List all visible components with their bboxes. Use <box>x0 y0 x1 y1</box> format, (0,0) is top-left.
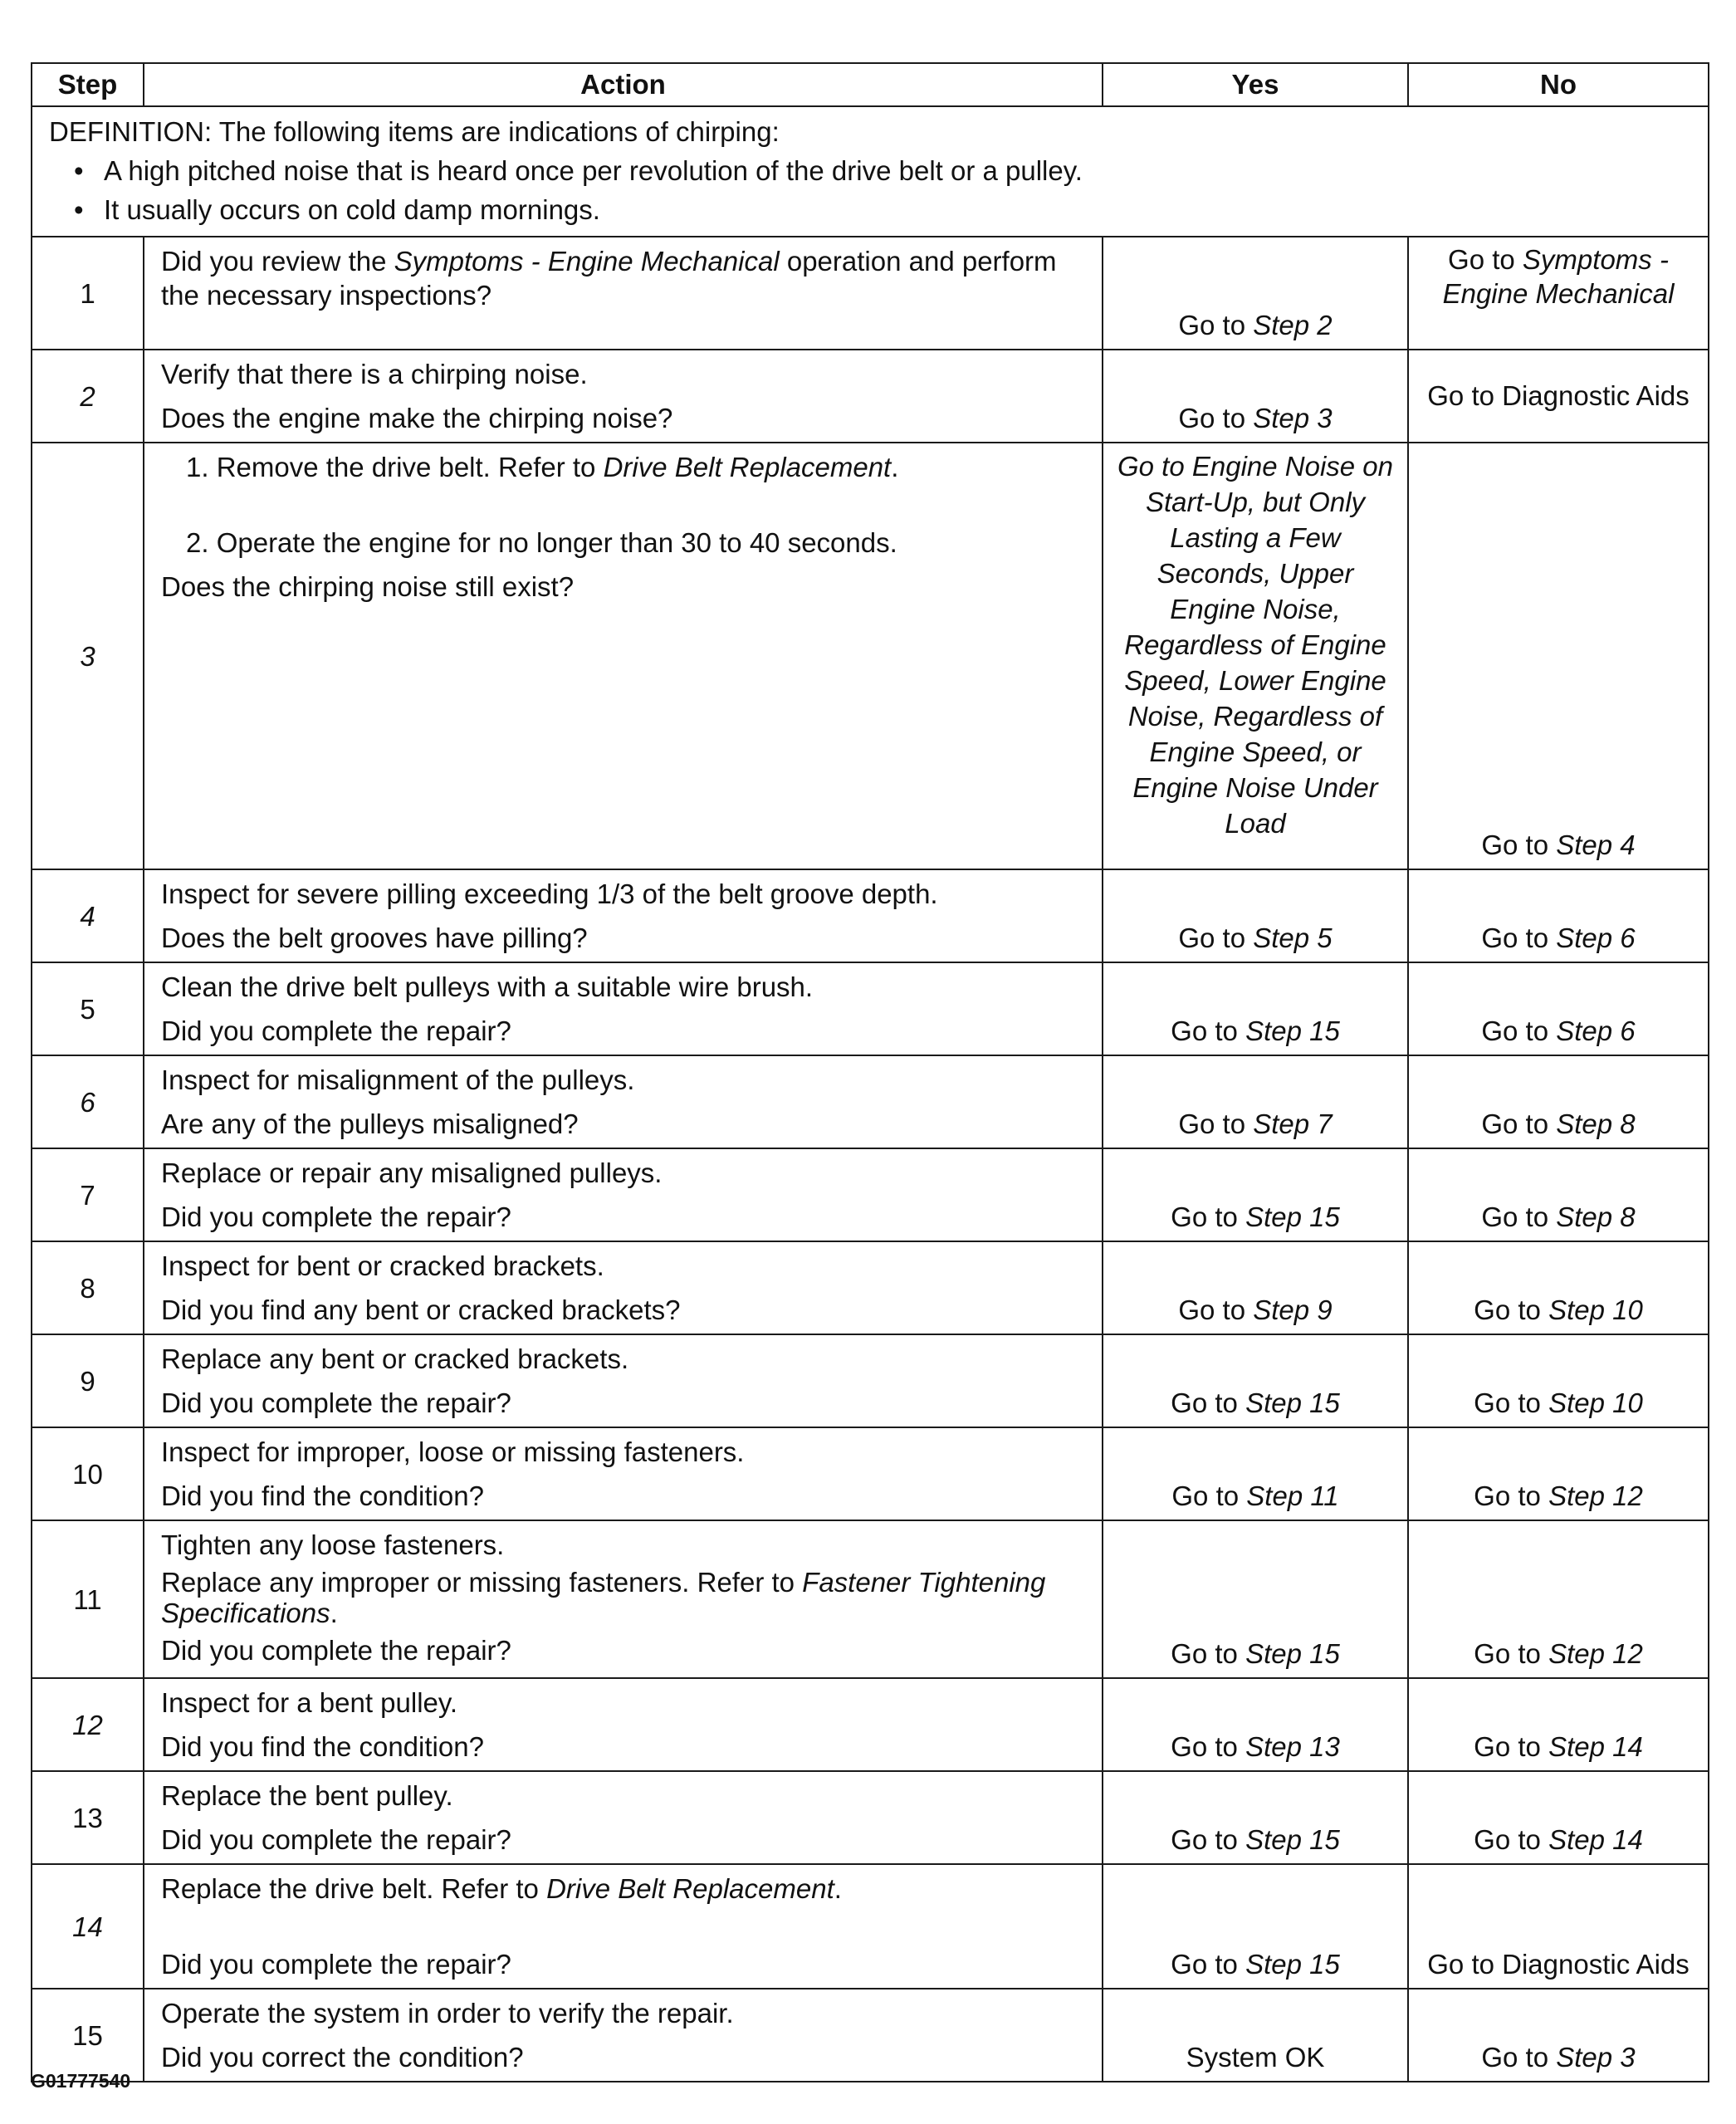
step-number: 2 <box>32 350 144 443</box>
no-cell <box>1408 962 1709 1055</box>
action-cell <box>144 1148 1103 1241</box>
no-result: Go to Diagnostic Aids <box>1427 379 1690 411</box>
action-text: Verify that there is a chirping noise. <box>161 359 588 389</box>
action-text: Operate the system in order to verify the repair. <box>161 1998 734 2029</box>
yes-cell <box>1103 1055 1408 1148</box>
step-number: 8 <box>32 1241 144 1334</box>
action-cell <box>144 1678 1103 1771</box>
no-cell <box>1408 1771 1709 1864</box>
table-row <box>32 1055 1709 1148</box>
header-yes: Yes <box>1103 63 1408 106</box>
table-row <box>32 1520 1709 1678</box>
yes-result: Go to Step 9 <box>1178 1294 1333 1325</box>
yes-cell <box>1103 1334 1408 1427</box>
diagnostic-table <box>31 62 1709 2082</box>
no-result: Go to Diagnostic Aids <box>1427 1949 1690 1980</box>
no-cell <box>1408 443 1709 869</box>
step-number: 4 <box>32 869 144 962</box>
action-text: Did you review the Symptoms - Engine Mechanical operation and perform the necessary inspections? <box>161 246 1057 311</box>
action-text: Inspect for severe pilling exceeding 1/3 of the belt groove depth. <box>161 878 938 909</box>
header-row <box>32 63 1709 106</box>
yes-result: Go to Step 15 <box>1171 1638 1340 1669</box>
action-question: Did you find the condition? <box>161 1731 484 1762</box>
no-cell <box>1408 1989 1709 2082</box>
no-cell <box>1408 1055 1709 1148</box>
yes-cell <box>1103 350 1408 443</box>
definition-bullet: • It usually occurs on cold damp mornings. <box>49 190 1691 229</box>
yes-result: System OK <box>1186 2042 1325 2073</box>
no-result: Go to Step 14 <box>1474 1824 1643 1855</box>
no-result: Go to Step 8 <box>1481 1108 1636 1139</box>
no-result: Go to Step 14 <box>1474 1731 1643 1762</box>
step-number: 10 <box>32 1427 144 1520</box>
action-cell <box>144 1864 1103 1989</box>
diagnostic-table-container <box>31 62 1708 2082</box>
step-number: 12 <box>32 1678 144 1771</box>
action-cell <box>144 962 1103 1055</box>
yes-cell <box>1103 1989 1408 2082</box>
action-cell <box>144 1334 1103 1427</box>
action-cell <box>144 1989 1103 2082</box>
action-cell <box>144 443 1103 869</box>
no-result: Go to Step 6 <box>1481 923 1636 953</box>
yes-cell <box>1103 1241 1408 1334</box>
action-text: 1. Remove the drive belt. Refer to Drive Belt Replacement. <box>186 452 899 482</box>
action-text: Clean the drive belt pulleys with a suitable wire brush. <box>161 971 814 1002</box>
action-question: Did you complete the repair? <box>161 1201 511 1232</box>
yes-result: Go to Step 3 <box>1178 403 1333 433</box>
action-question: Did you complete the repair? <box>161 1949 511 1980</box>
yes-result: Go to Step 15 <box>1171 1201 1340 1232</box>
action-cell <box>144 1520 1103 1678</box>
no-result: Go to Step 10 <box>1474 1294 1643 1325</box>
no-result: Go to Symptoms - Engine Mechanical <box>1442 244 1675 309</box>
action-text: Replace the bent pulley. <box>161 1780 453 1811</box>
action-question: Did you complete the repair? <box>161 1387 511 1418</box>
header-action: Action <box>144 63 1103 106</box>
action-cell <box>144 1241 1103 1334</box>
yes-cell <box>1103 1771 1408 1864</box>
no-cell <box>1408 350 1709 443</box>
definition-cell <box>32 106 1709 237</box>
no-result: Go to Step 6 <box>1481 1016 1636 1046</box>
bullet-icon: • <box>74 155 84 186</box>
yes-cell <box>1103 443 1408 869</box>
action-question: Does the belt grooves have pilling? <box>161 923 588 953</box>
action-cell <box>144 1055 1103 1148</box>
action-cell <box>144 350 1103 443</box>
yes-result: Go to Engine Noise on Start-Up, but Only Lasting a Few Seconds, Upper Engine Noise, Regardless of Engine Speed, Lower Engine Noise, Regardless of Engine Speed, or Engine Noise Under Load <box>1117 451 1394 839</box>
table-row <box>32 962 1709 1055</box>
no-cell <box>1408 1864 1709 1989</box>
no-cell <box>1408 1678 1709 1771</box>
action-question: Did you correct the condition? <box>161 2042 524 2073</box>
table-row <box>32 237 1709 350</box>
action-cell <box>144 1771 1103 1864</box>
step-number: 11 <box>32 1520 144 1678</box>
no-cell <box>1408 1148 1709 1241</box>
action-cell <box>144 1427 1103 1520</box>
step-number: 3 <box>32 443 144 869</box>
action-text: Replace any bent or cracked brackets. <box>161 1343 629 1374</box>
table-row <box>32 1864 1709 1989</box>
step-number: 6 <box>32 1055 144 1148</box>
action-text: Replace the drive belt. Refer to Drive Belt Replacement. <box>161 1873 842 1904</box>
action-question: Did you complete the repair? <box>161 1635 511 1666</box>
action-text: Inspect for bent or cracked brackets. <box>161 1250 604 1281</box>
no-result: Go to Step 8 <box>1481 1201 1636 1232</box>
table-row <box>32 350 1709 443</box>
yes-cell <box>1103 962 1408 1055</box>
action-text: Inspect for improper, loose or missing fasteners. <box>161 1436 745 1467</box>
figure-id: G01777540 <box>31 2070 131 2092</box>
header-step: Step <box>32 63 144 106</box>
definition-title: DEFINITION: The following items are indications of chirping: <box>49 116 780 147</box>
table-row <box>32 1148 1709 1241</box>
action-text: Replace or repair any misaligned pulleys. <box>161 1157 663 1188</box>
table-row <box>32 443 1709 869</box>
step-number: 15 <box>32 1989 144 2082</box>
step-number: 1 <box>32 237 144 350</box>
yes-result: Go to Step 7 <box>1178 1108 1333 1139</box>
definition-bullet: • A high pitched noise that is heard once per revolution of the drive belt or a pulley. <box>49 151 1691 190</box>
table-row <box>32 1989 1709 2082</box>
yes-result: Go to Step 15 <box>1171 1949 1340 1980</box>
yes-result: Go to Step 2 <box>1178 310 1333 340</box>
bullet-icon: • <box>74 194 84 225</box>
action-question: Are any of the pulleys misaligned? <box>161 1108 579 1139</box>
action-text: Inspect for a bent pulley. <box>161 1687 458 1718</box>
step-number: 13 <box>32 1771 144 1864</box>
action-question: Does the chirping noise still exist? <box>161 571 575 602</box>
table-row <box>32 1678 1709 1771</box>
action-cell <box>144 869 1103 962</box>
yes-result: Go to Step 15 <box>1171 1387 1340 1418</box>
no-result: Go to Step 3 <box>1481 2042 1636 2073</box>
yes-cell <box>1103 237 1408 350</box>
no-cell <box>1408 1241 1709 1334</box>
action-question: Did you find any bent or cracked brackets? <box>161 1294 681 1325</box>
no-result: Go to Step 12 <box>1474 1480 1643 1511</box>
action-cell <box>144 237 1103 350</box>
yes-result: Go to Step 11 <box>1171 1480 1339 1511</box>
table-row <box>32 869 1709 962</box>
yes-cell <box>1103 1520 1408 1678</box>
yes-result: Go to Step 15 <box>1171 1016 1340 1046</box>
action-text: Replace any improper or missing fasteners. Refer to Fastener Tightening Specifications. <box>161 1567 1046 1628</box>
yes-cell <box>1103 1148 1408 1241</box>
yes-cell <box>1103 869 1408 962</box>
definition-row <box>32 106 1709 237</box>
yes-result: Go to Step 5 <box>1178 923 1333 953</box>
step-number: 7 <box>32 1148 144 1241</box>
yes-result: Go to Step 13 <box>1171 1731 1340 1762</box>
no-result: Go to Step 10 <box>1474 1387 1643 1418</box>
action-question: Did you complete the repair? <box>161 1824 511 1855</box>
no-cell <box>1408 1334 1709 1427</box>
table-row <box>32 1334 1709 1427</box>
no-cell <box>1408 1427 1709 1520</box>
step-number: 14 <box>32 1864 144 1989</box>
no-result: Go to Step 12 <box>1474 1638 1643 1669</box>
yes-cell <box>1103 1864 1408 1989</box>
step-number: 9 <box>32 1334 144 1427</box>
table-row <box>32 1241 1709 1334</box>
yes-cell <box>1103 1427 1408 1520</box>
action-question: Did you find the condition? <box>161 1480 484 1511</box>
action-text: Inspect for misalignment of the pulleys. <box>161 1064 635 1095</box>
no-cell <box>1408 237 1709 350</box>
no-cell <box>1408 1520 1709 1678</box>
action-question: Did you complete the repair? <box>161 1016 511 1046</box>
table-row <box>32 1771 1709 1864</box>
step-number: 5 <box>32 962 144 1055</box>
header-no: No <box>1408 63 1709 106</box>
action-question: Does the engine make the chirping noise? <box>161 403 673 433</box>
no-result: Go to Step 4 <box>1481 830 1636 860</box>
action-text: Tighten any loose fasteners. <box>161 1529 505 1560</box>
no-cell <box>1408 869 1709 962</box>
action-text: 2. Operate the engine for no longer than 30 to 40 seconds. <box>186 527 897 558</box>
table-row <box>32 1427 1709 1520</box>
yes-cell <box>1103 1678 1408 1771</box>
yes-result: Go to Step 15 <box>1171 1824 1340 1855</box>
